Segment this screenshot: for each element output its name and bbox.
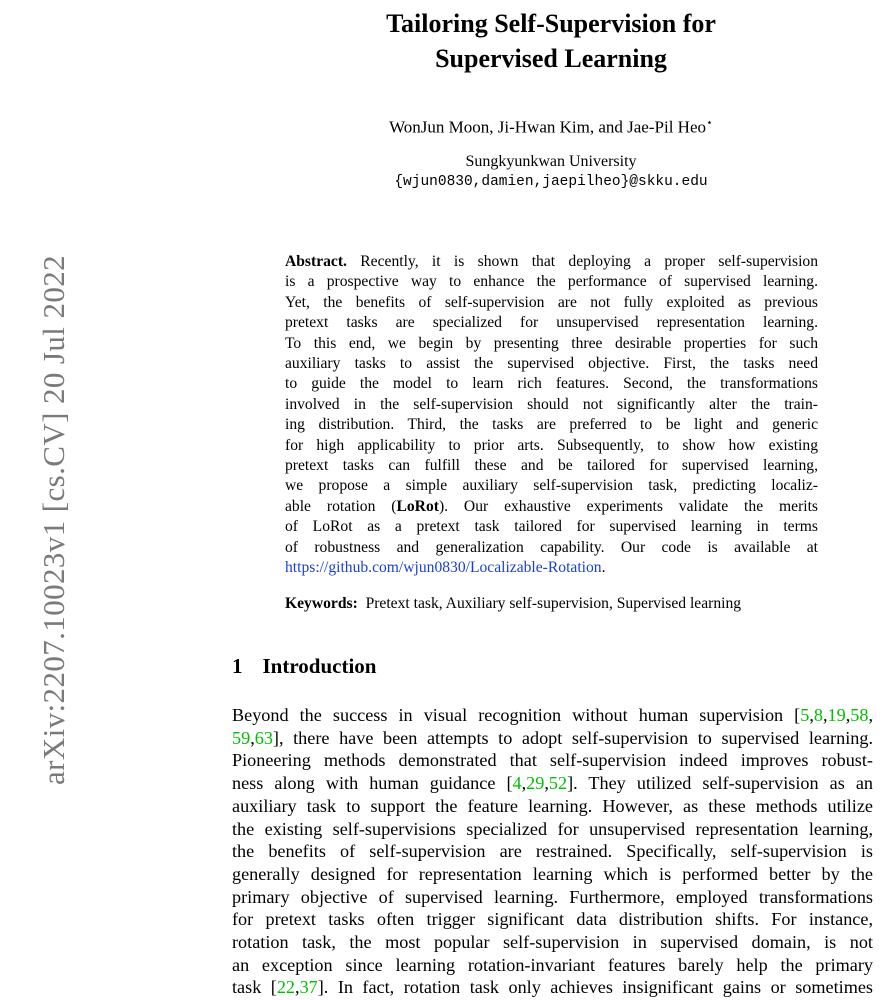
method-name-lorot: LoRot [396, 497, 439, 515]
abstract-line: pretext tasks can fulfill these and be tailored for supervised learning, [285, 457, 818, 475]
abstract-line: of LoRot as a pretext task tailored for supervised learning in terms [285, 518, 818, 536]
abstract-line: able rotation (LoRot). Our exhaustive experiments validate the merits [285, 497, 818, 515]
intro-line: generally designed for representation learning which is performed better by the [232, 863, 873, 884]
intro-line: an exception since learning rotation-invariant features barely help the primary [232, 954, 873, 975]
citation-link[interactable]: 4 [512, 773, 522, 794]
abstract-label: Abstract. [285, 253, 347, 270]
citation-link[interactable]: 19 [827, 705, 846, 725]
intro-line: Pioneering methods demonstrated that self-supervision indeed improves robust- [232, 750, 873, 771]
corresponding-author-mark: ⋆ [705, 117, 713, 129]
abstract-line: pretext tasks are specialized for unsupervised representation learning. [285, 314, 818, 332]
intro-line: auxiliary task to support the feature learning. However, as these methods utilize [232, 795, 873, 816]
citation-link[interactable]: 52 [548, 773, 568, 794]
citation-link[interactable]: 58 [850, 705, 869, 725]
title-line-2: Supervised Learning [435, 44, 667, 73]
abstract-line: for high applicability to prior arts. Subsequently, to show how existing [285, 436, 818, 454]
introduction-body [232, 704, 873, 999]
abstract-line: is a prospective way to enhance the performance of supervised learning. [285, 273, 818, 291]
affiliation-block [330, 152, 772, 192]
author-list [330, 116, 772, 138]
abstract-line: to guide the model to learn rich features. Second, the transformations [285, 375, 818, 393]
arxiv-identifier-stamp: arXiv:2207.10023v1 [cs.CV] 20 Jul 2022 [36, 254, 71, 786]
abstract-line: ing distribution. Third, the tasks are preferred to be light and generic [285, 416, 818, 434]
citation-link[interactable]: 5 [800, 705, 810, 725]
keywords [285, 594, 818, 614]
intro-line: Beyond the success in visual recognition without human supervision [5,8,19,58, [232, 705, 873, 725]
intro-line: rotation task, the most popular self-supervision in supervised domain, is not [232, 932, 873, 953]
citation-link[interactable]: 37 [299, 977, 318, 998]
abstract-line: we propose a simple auxiliary self-supervision task, predicting localiz- [285, 477, 818, 495]
intro-line: task [22,37]. In fact, rotation task only achieves insignificant gains or sometimes [232, 977, 874, 998]
affiliation-name: Sungkyunkwan University [465, 153, 637, 170]
intro-line: the existing self-supervisions specialized for unsupervised representation learning, [232, 818, 873, 839]
citation-link[interactable]: 22 [276, 977, 296, 998]
section-number: 1 [232, 654, 243, 678]
intro-line: ness along with human guidance [4,29,52]. They utilized self-supervision as an [232, 773, 873, 794]
citation-link[interactable]: 8 [813, 705, 823, 725]
keywords-label: Keywords: [285, 595, 358, 612]
citation-link[interactable]: 29 [526, 773, 545, 794]
paper-title [330, 6, 772, 76]
section-heading-introduction [232, 654, 376, 679]
code-repository-link[interactable]: https://github.com/wjun0830/Localizable-Rotation [285, 559, 602, 577]
author-names: WonJun Moon, Ji-Hwan Kim, and Jae-Pil Heo [389, 117, 706, 137]
author-emails: {wjun0830,damien,jaepilheo}@skku.edu [394, 174, 708, 190]
abstract-line: Yet, the benefits of self-supervision are not fully exploited as previous [285, 293, 818, 311]
intro-line: the benefits of self-supervision are restrained. Specifically, self-supervision is [232, 841, 873, 862]
citation-link[interactable]: 63 [254, 727, 273, 748]
title-line-1: Tailoring Self-Supervision for [386, 9, 716, 38]
abstract-line: To this end, we begin by presenting three desirable properties for such [285, 334, 818, 352]
abstract-line: https://github.com/wjun0830/Localizable-Rotation. [285, 559, 606, 577]
citation-link[interactable]: 59 [232, 727, 251, 748]
keywords-text: Pretext task, Auxiliary self-supervision, Supervised learning [365, 595, 742, 612]
abstract-line: involved in the self-supervision should not significantly alter the train- [285, 395, 818, 413]
intro-line: primary objective of supervised learning. Furthermore, employed transformations [232, 886, 873, 907]
abstract [285, 252, 818, 579]
intro-line: for pretext tasks often trigger significant data distribution shifts. For instance, [232, 909, 873, 930]
section-title: Introduction [262, 654, 377, 678]
abstract-line: auxiliary tasks to assist the supervised objective. First, the tasks need [285, 355, 818, 373]
abstract-line: Abstract. Recently, it is shown that deploying a proper self-supervision [285, 253, 818, 270]
intro-line: 59,63], there have been attempts to adopt self-supervision to supervised learning. [232, 727, 873, 748]
abstract-line: of robustness and generalization capability. Our code is available at [285, 538, 818, 556]
